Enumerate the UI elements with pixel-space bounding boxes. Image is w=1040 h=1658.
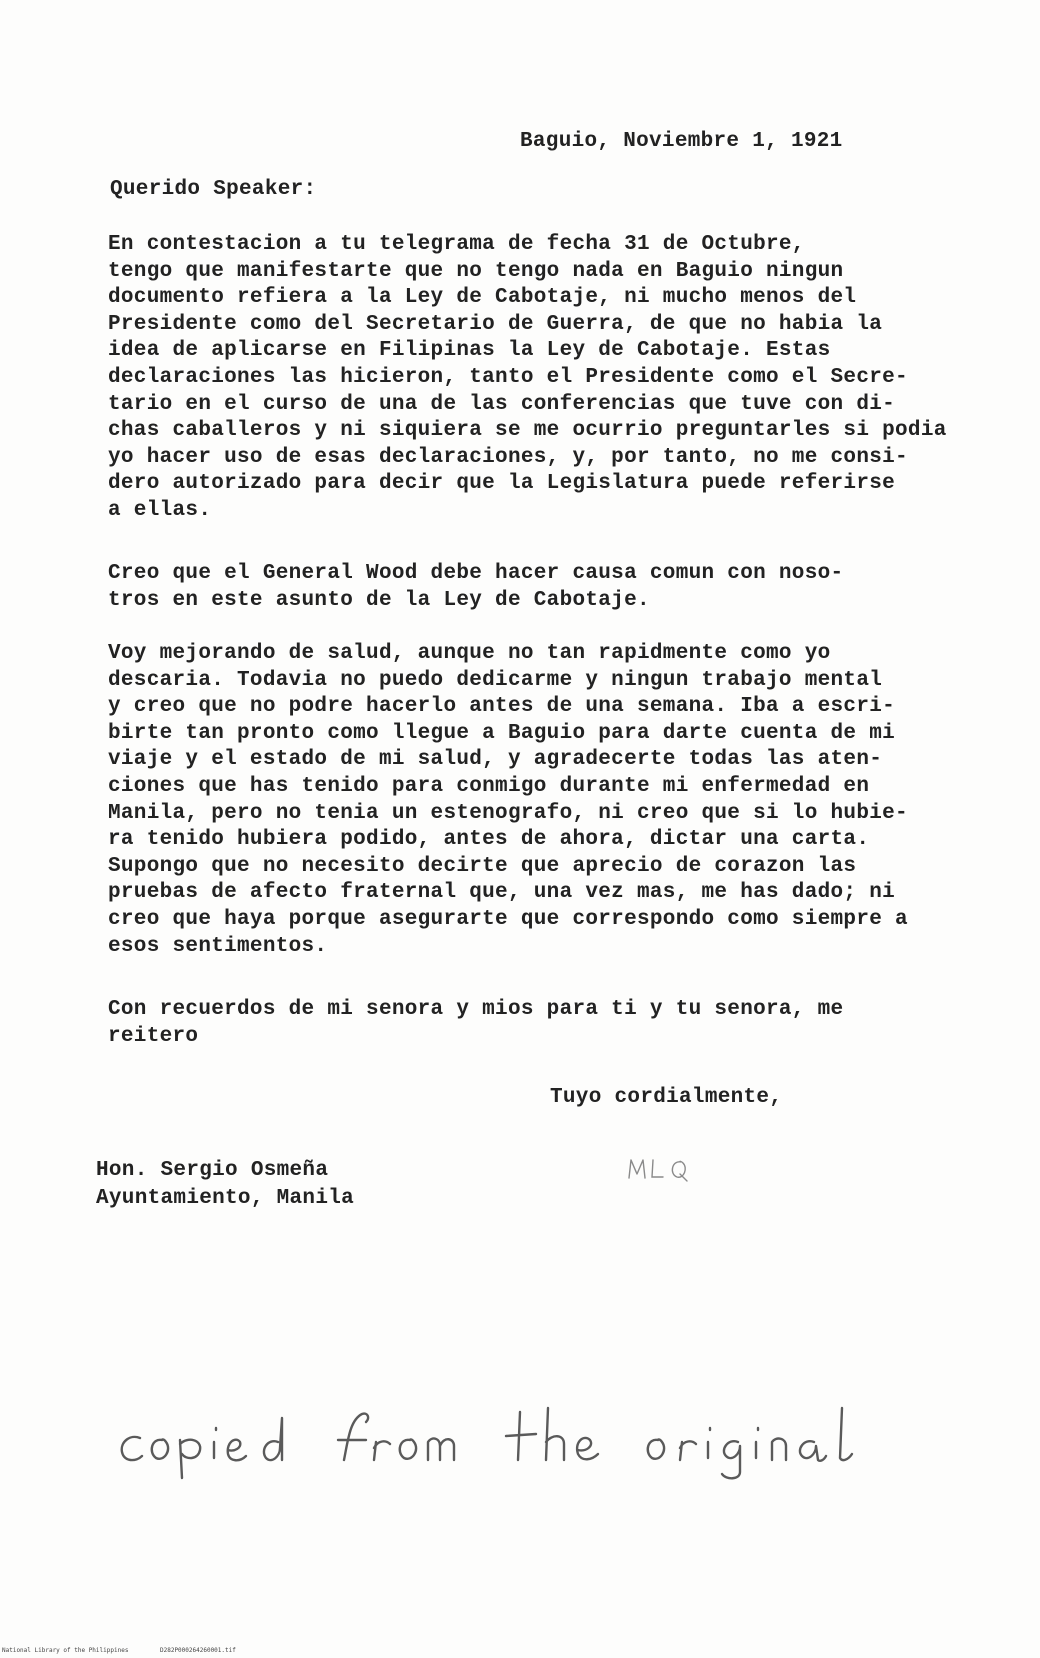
paragraph-line: Supongo que no necesito decirte que aprecio de corazon las	[108, 854, 857, 878]
paragraph-3	[108, 641, 958, 960]
paragraph-line: tario en el curso de una de las conferencias que tuve con di-	[108, 392, 896, 416]
addressee-location: Ayuntamiento, Manila	[96, 1187, 355, 1210]
paragraph-line: Manila, pero no tenia un estenografo, ni creo que si lo hubie-	[108, 801, 908, 825]
paragraph-line: tros en este asunto de la Ley de Cabotaje.	[108, 588, 650, 612]
paragraph-line: declaraciones las hicieron, tanto el Presidente como el Secre-	[108, 365, 908, 389]
addressee	[96, 1157, 354, 1213]
paragraph-line: tengo que manifestarte que no tengo nada en Baguio ningun	[108, 259, 844, 283]
archive-library: National Library of the Philippines	[2, 1647, 129, 1654]
paragraph-1	[108, 232, 958, 525]
paragraph-line: y creo que no podre hacerlo antes de una semana. Iba a escri-	[108, 695, 896, 719]
paragraph-line: Creo que el General Wood debe hacer causa comun con noso-	[108, 562, 844, 585]
salutation: Querido Speaker:	[110, 178, 317, 201]
paragraph-line: ra tenido hubiera podido, antes de ahora, dictar una carta.	[108, 828, 870, 852]
paragraph-line: dero autorizado para decir que la Legislatura puede referirse	[108, 472, 896, 496]
paragraph-line: idea de aplicarse en Filipinas la Ley de Cabotaje. Estas	[108, 339, 831, 363]
paragraph-line: descaria. Todavia no puedo dedicarme y ningun trabajo mental	[108, 668, 883, 692]
paragraph-line: yo hacer uso de esas declaraciones, y, por tanto, no me consi-	[108, 445, 908, 469]
paragraph-line: pruebas de afecto fraternal que, una vez mas, me has dado; ni	[108, 881, 896, 905]
paragraph-4	[108, 997, 958, 1050]
paragraph-2	[108, 561, 958, 614]
paragraph-line: documento refiera a la Ley de Cabotaje, ni mucho menos del	[108, 286, 857, 310]
paragraph-line: reitero	[108, 1024, 199, 1048]
dateline: Baguio, Noviembre 1, 1921	[520, 130, 843, 153]
paragraph-line: Voy mejorando de salud, aunque no tan rapidmente como yo	[108, 642, 831, 665]
paragraph-line: chas caballeros y ni siquiera se me ocurrio preguntarles si podia	[108, 419, 947, 443]
paragraph-line: esos sentimentos.	[108, 934, 328, 958]
closing: Tuyo cordialmente,	[550, 1086, 783, 1109]
paragraph-line: birte tan pronto como llegue a Baguio para darte cuenta de mi	[108, 721, 896, 745]
addressee-name: Hon. Sergio Osmeña	[96, 1159, 329, 1182]
paragraph-line: creo que haya porque asegurarte que correspondo como siempre a	[108, 907, 908, 931]
paragraph-line: Con recuerdos de mi senora y mios para ti y tu senora, me	[108, 998, 844, 1021]
paragraph-line: En contestacion a tu telegrama de fecha 31 de Octubre,	[108, 233, 805, 256]
paragraph-line: a ellas.	[108, 498, 212, 522]
handwritten-note	[110, 1390, 890, 1480]
archive-footer	[0, 1645, 1040, 1658]
archive-file-id: D282P000264260001.tif	[160, 1647, 236, 1654]
paragraph-line: viaje y el estado de mi salud, y agradecerte todas las aten-	[108, 748, 883, 772]
paragraph-line: Presidente como del Secretario de Guerra, de que no habia la	[108, 312, 883, 336]
handwritten-initials	[625, 1152, 705, 1184]
paragraph-line: ciones que has tenido para conmigo durante mi enfermedad en	[108, 774, 870, 798]
